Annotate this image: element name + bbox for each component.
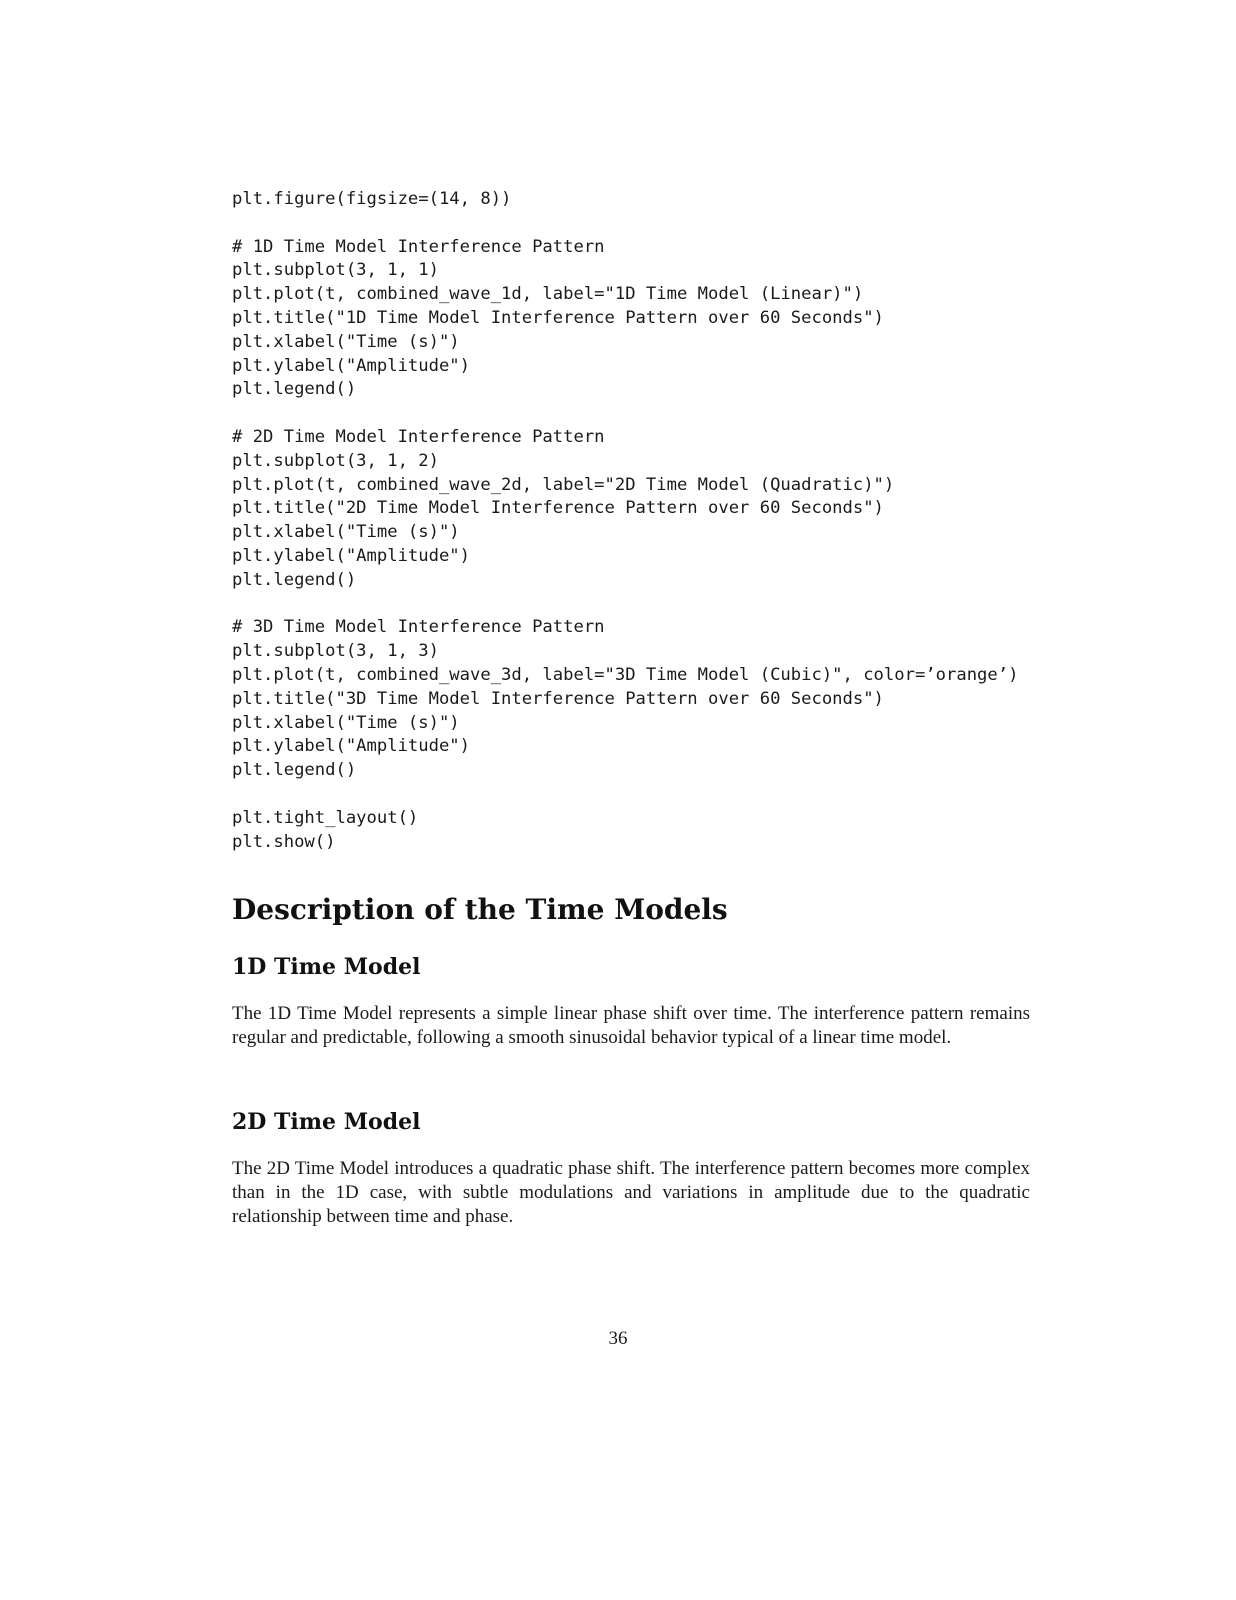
code-line: plt.subplot(3, 1, 1) xyxy=(232,260,439,281)
code-line: plt.plot(t, combined_wave_1d, label="1D Time Model (Linear)") xyxy=(232,284,864,305)
code-comment: # 1D Time Model Interference Pattern xyxy=(232,236,605,257)
code-line: plt.legend() xyxy=(232,569,357,590)
code-blank-line xyxy=(232,212,1052,236)
paragraph-1d: The 1D Time Model represents a simple linear phase shift over time. The interference pattern remains regular and predictable, following a smooth sinusoidal behavior typical of a linear time model. xyxy=(232,1003,1030,1048)
subsection-heading-2d: 2D Time Model xyxy=(232,1109,421,1135)
subsection-heading-1d: 1D Time Model xyxy=(232,954,421,980)
code-line: plt.xlabel("Time (s)") xyxy=(232,522,460,543)
code-line: plt.plot(t, combined_wave_2d, label="2D Time Model (Quadratic)") xyxy=(232,474,895,495)
code-line: plt.figure(figsize=(14, 8)) xyxy=(232,189,512,209)
code-comment: # 2D Time Model Interference Pattern xyxy=(232,426,605,447)
code-listing xyxy=(232,188,1052,854)
code-comment: # 3D Time Model Interference Pattern xyxy=(232,617,605,638)
code-line: plt.xlabel("Time (s)") xyxy=(232,331,460,352)
code-line: plt.title("1D Time Model Interference Pattern over 60 Seconds") xyxy=(232,307,884,328)
code-line: plt.title("2D Time Model Interference Pattern over 60 Seconds") xyxy=(232,498,884,519)
page-number: 36 xyxy=(608,1328,628,1349)
code-line: plt.title("3D Time Model Interference Pattern over 60 Seconds") xyxy=(232,688,884,709)
code-line: plt.ylabel("Amplitude") xyxy=(232,355,470,376)
code-line: plt.subplot(3, 1, 3) xyxy=(232,641,439,662)
code-line: plt.legend() xyxy=(232,379,357,400)
code-line: plt.xlabel("Time (s)") xyxy=(232,712,460,733)
code-line: plt.ylabel("Amplitude") xyxy=(232,736,470,757)
section-heading: Description of the Time Models xyxy=(232,893,728,926)
code-line: plt.show() xyxy=(232,831,336,852)
code-line: plt.subplot(3, 1, 2) xyxy=(232,450,439,471)
code-blank-line xyxy=(232,593,1052,617)
code-blank-line xyxy=(232,402,1052,426)
code-line: plt.plot(t, combined_wave_3d, label="3D Time Model (Cubic)", color=’orange’) xyxy=(232,664,1019,685)
paragraph-2d: The 2D Time Model introduces a quadratic phase shift. The interference pattern becomes more complex than in the 1D case, with subtle modulations and variations in amplitude due to the quadratic relationship between time and phase. xyxy=(232,1158,1030,1227)
code-blank-line xyxy=(232,783,1052,807)
code-line: plt.ylabel("Amplitude") xyxy=(232,545,470,566)
code-line: plt.legend() xyxy=(232,760,357,781)
code-line: plt.tight_layout() xyxy=(232,807,419,828)
